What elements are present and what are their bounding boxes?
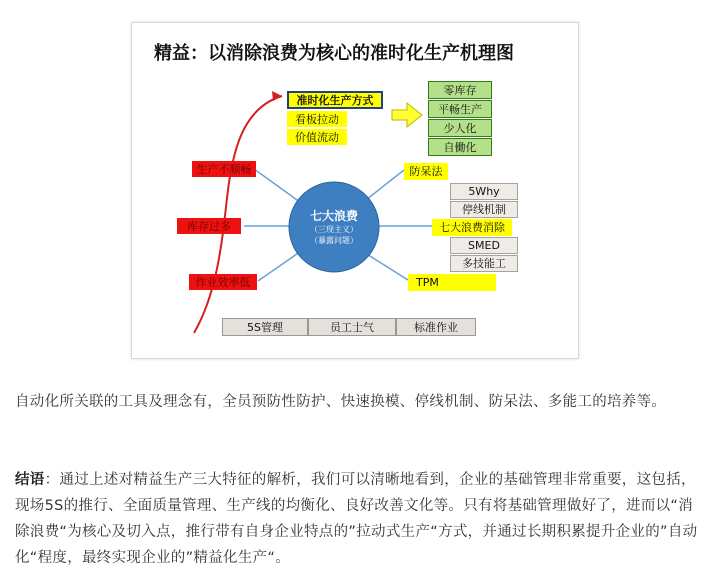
conclusion-paragraph [15,467,700,571]
jit-item-box: 价值流动 [287,129,347,145]
spoke-left-bottom [258,249,304,281]
red-curve-arrow [194,96,282,333]
result-box: 平畅生产 [428,100,492,118]
conclusion-text: ：通过上述对精益生产三大特征的解析，我们可以清晰地看到，企业的基础管理非常重要，这包括，现场5S的推行、全面质量管理、生产线的均衡化、良好改善文化等。只有将基础管理做好了，进而以“消除浪费“为核心及切入点，推行带有自身企业特点的”拉动式生产“方式，并通过长期积累提升企业的”自动化“程度，最终实现企业的”精益化生产“。 [15,472,698,566]
tool-box: 5Why [450,183,518,200]
tool-box: SMED [450,237,518,254]
tool-box: 停线机制 [450,201,518,218]
diagram-title: 精益：以消除浪费为核心的准时化生产机理图 [154,43,514,64]
lean-jit-mechanism-diagram [131,22,579,359]
article-paragraph: 自动化所关联的工具及理念有，全员预防性防护、快速换模、停线机制、防呆法、多能工的培养等。 [15,394,667,410]
tpm-box: TPM [408,274,496,291]
conclusion-label: 结语 [15,472,45,488]
tool-box-highlight: 七大浪费消除 [432,219,512,236]
foundation-box: 标准作业 [396,318,476,336]
yellow-block-arrow [392,103,422,127]
problem-box: 库存过多 [177,218,241,234]
circle-subtitle: （三现主义） [310,225,358,234]
red-arrowhead [272,91,282,101]
result-box: 少人化 [428,119,492,137]
foundation-box: 员工士气 [308,318,396,336]
problem-box: 生产不顺畅 [192,161,256,177]
poka-yoke-box: 防呆法 [404,163,448,180]
spoke-left-top [254,169,304,205]
problem-box: 作业效率低 [189,274,257,290]
jit-item-box: 看板拉动 [287,111,347,127]
foundation-box: 5S管理 [222,318,308,336]
result-box: 零库存 [428,81,492,99]
result-box: 自働化 [428,138,492,156]
circle-title: 七大浪费 [309,209,358,223]
circle-subtitle: （暴露问题） [310,236,358,245]
tool-box: 多技能工 [450,255,518,272]
jit-header-box: 准时化生产方式 [287,91,383,109]
